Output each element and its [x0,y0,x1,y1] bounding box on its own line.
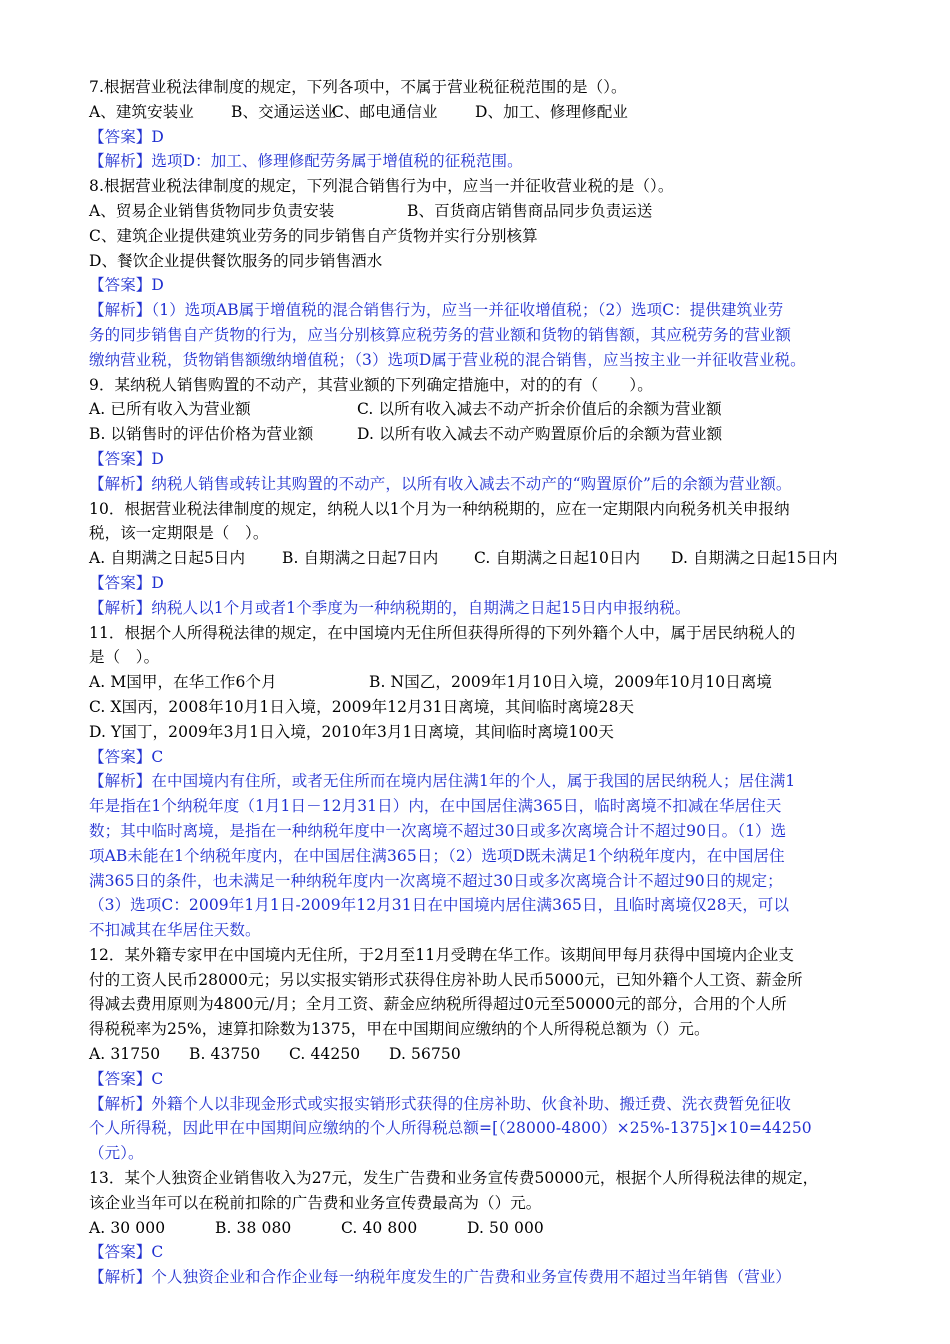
explanation-line: 满365日的条件，也未满足一种纳税年度内一次离境不超过30日或多次离境合计不超过90日的规定； [89,871,783,890]
option-text: D. 自期满之日起15日内 [671,549,838,568]
question-line: D. Y国丁，2009年3月1日入境，2010年3月1日离境，其间临时离境100天 [89,722,614,741]
options-line [89,422,880,447]
answer-line: 【答案】C [89,747,164,766]
options-line [89,397,880,422]
explanation-line: 数；其中临时离境，是指在一种纳税年度中一次离境不超过30日或多次离境合计不超过90日。（1）选 [89,821,787,840]
option-text: C、邮电通信业 [332,102,438,121]
option-text: B、百货商店销售商品同步负责运送 [407,201,653,220]
question-line: 9．某纳税人销售购置的不动产，其营业额的下列确定措施中，对的的有（ ）。 [89,375,653,394]
option-text: C. 40 800 [341,1218,418,1237]
question-line: 12．某外籍专家甲在中国境内无住所，于2月至11月受聘在华工作。该期间甲每月获得中国境内企业支 [89,945,795,964]
question-line: 税，该一定期限是（ ）。 [89,524,269,543]
option-text: A. 已所有收入为营业额 [89,400,251,419]
option-text: C. 以所有收入减去不动产折余价值后的余额为营业额 [357,400,722,419]
question-line: 7.根据营业税法律制度的规定，下列各项中，不属于营业税征税范围的是（）。 [89,78,627,96]
explanation-line: 【解析】选项D：加工、修理修配劳务属于增值税的征税范围。 [89,152,523,171]
question-line: 是（ ）。 [89,648,160,667]
options-line [89,1216,880,1241]
explanation-line: （元）。 [89,1144,144,1163]
question-line: 13．某个人独资企业销售收入为27元，发生广告费和业务宣传费50000元，根据个人所得税法律的规定， [89,1169,819,1188]
explanation-line: 【解析】纳税人以1个月或者1个季度为一种纳税期的，自期满之日起15日内申报纳税。 [89,598,691,617]
explanation-line: 【解析】（1）选项AB属于增值税的混合销售行为，应当一并征收增值税；（2）选项C：提供建筑业劳 [89,301,784,320]
option-text: B、交通运送业 [231,102,337,121]
option-text: B. 38 080 [215,1218,292,1237]
option-text: A. 自期满之日起5日内 [89,549,246,568]
answer-line: 【答案】D [89,449,164,468]
question-line: C. X国丙，2008年10月1日入境，2009年12月31日离境，其间临时离境28天 [89,697,635,716]
option-text: D. 50 000 [467,1218,544,1237]
explanation-line: （3）选项C：2009年1月1日-2009年12月31日在中国境内居住满365日，且临时离境仅28天，可以 [89,896,790,915]
option-text: D. 56750 [389,1045,461,1064]
option-text: B. 43750 [189,1045,261,1064]
option-text: D. 以所有收入减去不动产购置原价后的余额为营业额 [357,425,723,444]
answer-line: 【答案】D [89,276,164,295]
answer-line: 【答案】C [89,1069,164,1088]
options-line [89,1042,880,1067]
option-text: C. 自期满之日起10日内 [474,549,641,568]
option-text: D、加工、修理修配业 [475,102,628,121]
explanation-line: 【解析】在中国境内有住所，或者无住所而在境内居住满1年的个人，属于我国的居民纳税人；居住满1 [89,772,796,791]
option-text: A、贸易企业销售货物同步负责安装 [89,201,335,220]
option-text: B. 自期满之日起7日内 [282,549,439,568]
explanation-line: 项AB未能在1个纳税年度内，在中国居住满365日；（2）选项D既未满足1个纳税年度内，在中国居住 [89,846,785,865]
explanation-line: 【解析】纳税人销售或转让其购置的不动产，以所有收入减去不动产的“购置原价”后的余额为营业额。 [89,474,792,493]
question-line: C、建筑企业提供建筑业劳务的同步销售自产货物并实行分别核算 [89,226,538,245]
options-line [89,670,880,695]
question-line: 付的工资人民币28000元；另以实报实销形式获得住房补助人民币5000元，已知外籍个人工资、薪金所 [89,970,803,989]
explanation-line: 务的同步销售自产货物的行为，应当分别核算应税劳务的营业额和货物的销售额，其应税劳务的营业额 [89,325,792,344]
option-text: A. M国甲，在华工作6个月 [89,673,277,692]
question-line: 得减去费用原则为4800元/月；全月工资、薪金应纳税所得超过0元至50000元的部分，合用的个人所 [89,995,787,1014]
question-line: D、餐饮企业提供餐饮服务的同步销售酒水 [89,251,383,270]
explanation-line: 个人所得税，因此甲在中国期间应缴纳的个人所得税总额=[（28000-4800）×25%-1375]×10=44250 [89,1119,812,1138]
answer-line: 【答案】D [89,573,164,592]
option-text: B. 以销售时的评估价格为营业额 [89,425,314,444]
option-text: C. 44250 [289,1045,361,1064]
explanation-line: 年是指在1个纳税年度（1月1日－12月31日）内，在中国居住满365日，临时离境不扣减在华居住天 [89,797,782,816]
explanation-line: 不扣减其在华居住天数。 [89,921,261,940]
answer-line: 【答案】D [89,127,164,146]
question-line: 该企业当年可以在税前扣除的广告费和业务宣传费最高为（）元。 [89,1193,542,1212]
options-line [89,546,880,571]
explanation-line: 【解析】外籍个人以非现金形式或实报实销形式获得的住房补助、伙食补助、搬迁费、洗衣费暂免征收 [89,1094,792,1113]
option-text: A. 30 000 [89,1218,166,1237]
question-line: 得税税率为25%，速算扣除数为1375，甲在中国期间应缴纳的个人所得税总额为（）元。 [89,1020,710,1039]
question-line: 10．根据营业税法律制度的规定，纳税人以1个月为一种纳税期的，应在一定期限内向税务机关申报纳 [89,499,790,518]
option-text: B. N国乙，2009年1月10日入境，2009年10月10日离境 [369,673,773,692]
question-line: 11．根据个人所得税法律的规定，在中国境内无住所但获得所得的下列外籍个人中，属于居民纳税人的 [89,623,796,642]
options-line [89,100,880,125]
option-text: A. 31750 [89,1045,161,1064]
answer-line: 【答案】C [89,1243,164,1262]
options-line [89,199,880,224]
explanation-line: 【解析】个人独资企业和合作企业每一纳税年度发生的广告费和业务宣传费用不超过当年销售（营业） [89,1268,792,1287]
explanation-line: 缴纳营业税，货物销售额缴纳增值税；（3）选项D属于营业税的混合销售，应当按主业一并征收营业税。 [89,350,806,369]
question-line: 8.根据营业税法律制度的规定，下列混合销售行为中，应当一并征收营业税的是（）。 [89,177,674,196]
option-text: A、建筑安装业 [89,102,194,121]
